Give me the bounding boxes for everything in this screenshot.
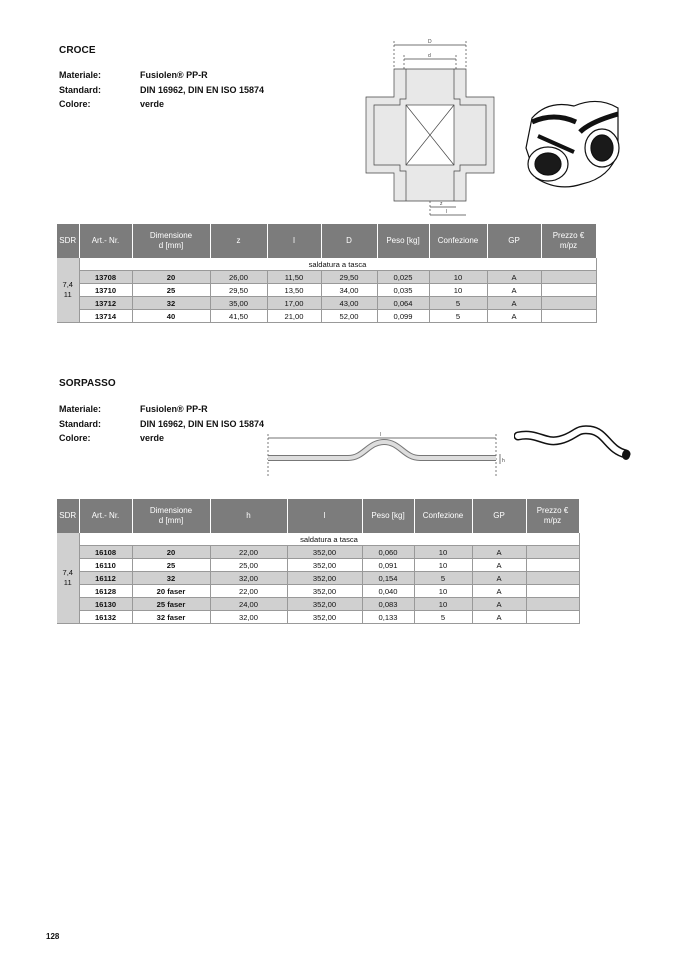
cell: 26,00 [210, 271, 267, 284]
cell-price [526, 559, 579, 572]
cell-art-nr: 16128 [79, 585, 132, 598]
cell: A [472, 559, 526, 572]
cell: 10 [414, 585, 472, 598]
property-label: Standard: [59, 418, 102, 429]
cell: 10 [429, 271, 487, 284]
cell: 17,00 [267, 297, 321, 310]
cell: 0,099 [377, 310, 429, 323]
cell: A [472, 585, 526, 598]
cell: 24,00 [210, 598, 287, 611]
cell: 13,50 [267, 284, 321, 297]
drawing-label-h: h [502, 458, 505, 464]
cell-price [526, 572, 579, 585]
cell: A [472, 572, 526, 585]
cell: A [472, 598, 526, 611]
table-row [57, 572, 579, 585]
table-row [57, 559, 579, 572]
table-header [57, 499, 579, 533]
cell: A [487, 271, 541, 284]
cell: 35,00 [210, 297, 267, 310]
cell-dimension: 32 faser [132, 611, 210, 624]
column-header: Peso [kg] [362, 499, 414, 533]
property-value: Fusiolen® PP-R [140, 70, 208, 80]
table-row [57, 271, 596, 284]
cell-dimension: 25 faser [132, 598, 210, 611]
property-row [59, 83, 264, 98]
cell-dimension: 20 faser [132, 585, 210, 598]
cell: 352,00 [287, 598, 362, 611]
cell: 0,091 [362, 559, 414, 572]
cell: 0,060 [362, 546, 414, 559]
table-group-row [57, 258, 596, 271]
section-title-sorpasso: SORPASSO [59, 378, 116, 389]
sdr-cell: 7,4 11 [57, 258, 79, 323]
cell: 32,00 [210, 611, 287, 624]
cell: 10 [414, 559, 472, 572]
column-header: SDR [57, 499, 79, 533]
cross-fitting-image [518, 92, 630, 194]
drawing-label-z: z [440, 201, 443, 207]
cell-dimension: 25 [132, 284, 210, 297]
cell: 0,154 [362, 572, 414, 585]
spec-table-croce [57, 224, 597, 323]
property-value: DIN 16962, DIN EN ISO 15874 [140, 84, 265, 95]
cell: 29,50 [210, 284, 267, 297]
cell: 352,00 [287, 585, 362, 598]
cell: 25,00 [210, 559, 287, 572]
cell: 52,00 [321, 310, 377, 323]
group-label: saldatura a tasca [79, 258, 596, 271]
table-row [57, 297, 596, 310]
cell: 352,00 [287, 572, 362, 585]
product-properties-croce [59, 68, 264, 112]
cell: A [472, 546, 526, 559]
cell-art-nr: 16130 [79, 598, 132, 611]
group-label: saldatura a tasca [79, 533, 579, 546]
cell: A [487, 310, 541, 323]
column-header: D [321, 224, 377, 258]
cell: 0,040 [362, 585, 414, 598]
property-label: Colore: [59, 99, 91, 109]
property-value: verde [140, 99, 165, 109]
cell-price [541, 271, 596, 284]
property-row [59, 97, 264, 112]
property-value: verde [140, 433, 165, 443]
table-row [57, 310, 596, 323]
crossover-technical-drawing [264, 428, 512, 480]
column-header: h [210, 499, 287, 533]
cell-dimension: 40 [132, 310, 210, 323]
cross-technical-drawing [360, 35, 500, 220]
table-row [57, 611, 579, 624]
cell: 0,064 [377, 297, 429, 310]
cell: 0,133 [362, 611, 414, 624]
cell-price [526, 546, 579, 559]
page-number: 128 [46, 932, 60, 941]
cell: 5 [429, 310, 487, 323]
cell: 11,50 [267, 271, 321, 284]
cell: 10 [414, 598, 472, 611]
cell: 5 [429, 297, 487, 310]
column-header: GP [487, 224, 541, 258]
property-value: Fusiolen® PP-R [140, 404, 208, 414]
cell-price [526, 585, 579, 598]
table-row [57, 546, 579, 559]
cell-art-nr: 16110 [79, 559, 132, 572]
property-row [59, 68, 264, 83]
crossover-fitting-image [514, 424, 634, 466]
cell: 10 [429, 284, 487, 297]
cell: A [487, 297, 541, 310]
cell-art-nr: 16108 [79, 546, 132, 559]
cell-art-nr: 13710 [79, 284, 132, 297]
cell-art-nr: 13714 [79, 310, 132, 323]
property-label: Colore: [59, 433, 91, 443]
cell-price [526, 611, 579, 624]
property-row [59, 431, 264, 446]
property-row [59, 417, 264, 432]
column-header: Prezzo € m/pz [541, 224, 596, 258]
table-row [57, 284, 596, 297]
column-header: Dimensione d [mm] [132, 224, 210, 258]
cell: 32,00 [210, 572, 287, 585]
property-label: Standard: [59, 84, 102, 95]
cell: 34,00 [321, 284, 377, 297]
cell-price [541, 297, 596, 310]
cell: 352,00 [287, 611, 362, 624]
cell-art-nr: 13712 [79, 297, 132, 310]
cell: 29,50 [321, 271, 377, 284]
table-header [57, 224, 596, 258]
cell-dimension: 20 [132, 271, 210, 284]
column-header: Confezione [429, 224, 487, 258]
cell-dimension: 32 [132, 572, 210, 585]
cell: 0,035 [377, 284, 429, 297]
column-header: l [287, 499, 362, 533]
property-label: Materiale: [59, 404, 102, 414]
column-header: Art.- Nr. [79, 224, 132, 258]
cell: A [472, 611, 526, 624]
table-group-row [57, 533, 579, 546]
drawing-label-D: D [428, 39, 432, 45]
column-header: z [210, 224, 267, 258]
cell-art-nr: 13708 [79, 271, 132, 284]
column-header: Peso [kg] [377, 224, 429, 258]
cell: 10 [414, 546, 472, 559]
column-header: Confezione [414, 499, 472, 533]
spec-table-sorpasso [57, 499, 580, 624]
cell-dimension: 25 [132, 559, 210, 572]
column-header: SDR [57, 224, 79, 258]
cell: 43,00 [321, 297, 377, 310]
cell: 22,00 [210, 546, 287, 559]
column-header: Art.- Nr. [79, 499, 132, 533]
column-header: Dimensione d [mm] [132, 499, 210, 533]
cell: 352,00 [287, 546, 362, 559]
cell-art-nr: 16112 [79, 572, 132, 585]
cell: 41,50 [210, 310, 267, 323]
property-label: Materiale: [59, 70, 102, 80]
cell: A [487, 284, 541, 297]
property-row [59, 402, 264, 417]
product-properties-sorpasso [59, 402, 264, 446]
sdr-cell: 7,4 11 [57, 533, 79, 624]
cell-dimension: 20 [132, 546, 210, 559]
column-header: l [267, 224, 321, 258]
cell: 5 [414, 611, 472, 624]
column-header: GP [472, 499, 526, 533]
cell: 5 [414, 572, 472, 585]
cell: 0,083 [362, 598, 414, 611]
section-title-croce: CROCE [59, 45, 96, 56]
drawing-label-l: l [446, 209, 448, 215]
cell: 21,00 [267, 310, 321, 323]
cell-price [526, 598, 579, 611]
drawing-label-d: d [428, 53, 431, 59]
cell-dimension: 32 [132, 297, 210, 310]
table-row [57, 585, 579, 598]
cell-price [541, 284, 596, 297]
column-header: Prezzo € m/pz [526, 499, 579, 533]
property-value: DIN 16962, DIN EN ISO 15874 [140, 418, 265, 429]
drawing-label-l: l [380, 432, 382, 438]
cell-art-nr: 16132 [79, 611, 132, 624]
cell: 0,025 [377, 271, 429, 284]
table-row [57, 598, 579, 611]
cell: 352,00 [287, 559, 362, 572]
cell: 22,00 [210, 585, 287, 598]
cell-price [541, 310, 596, 323]
